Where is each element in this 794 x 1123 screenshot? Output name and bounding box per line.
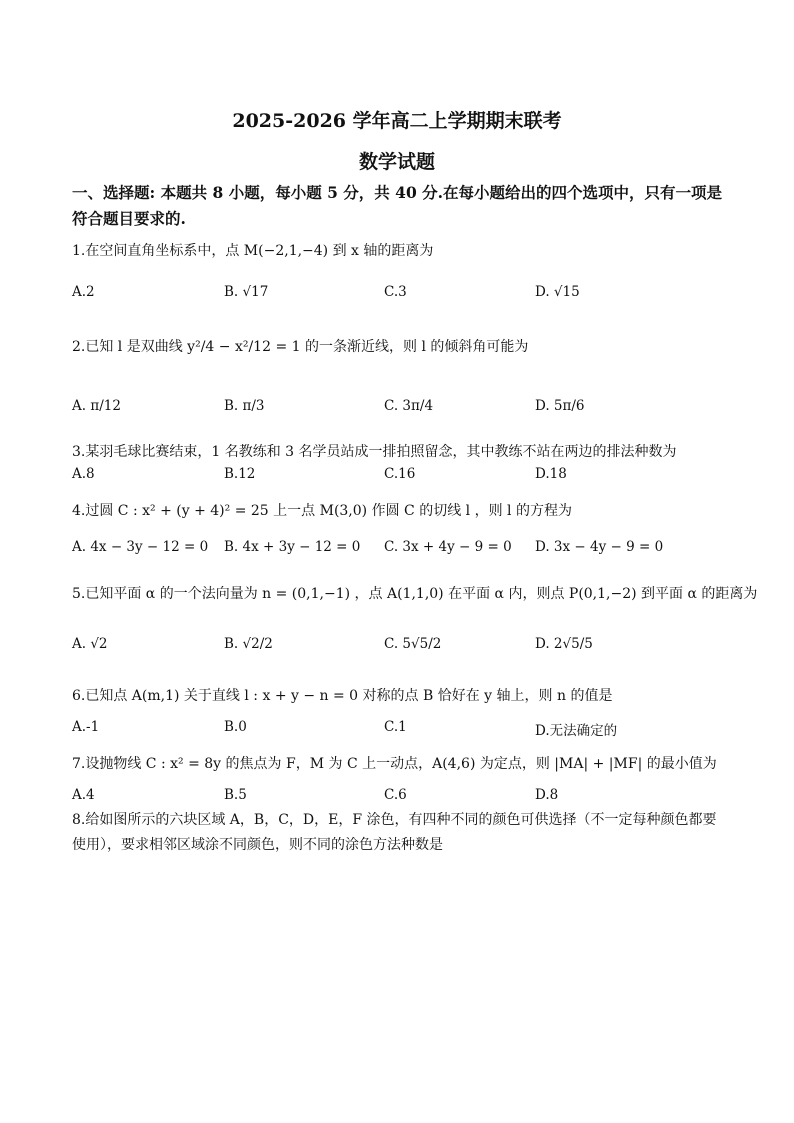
q6-option-c: C.1 <box>384 719 407 735</box>
q4-option-a: A. 4x − 3y − 12 = 0 <box>72 539 209 555</box>
q1-option-a: A.2 <box>72 284 95 300</box>
q4-option-b: B. 4x + 3y − 12 = 0 <box>224 539 361 555</box>
question-8-stem: 8.给如图所示的六块区域 A，B，C，D，E，F 涂色，有四种不同的颜色可供选择（不一定每种颜色都要使用），要求相邻区域涂不同颜色，则不同的涂色方法种数是 <box>72 812 717 853</box>
q6-option-b: B.0 <box>224 719 247 735</box>
q5-option-d: D. 2√5/5 <box>535 636 593 652</box>
question-4-stem: 4.过圆 C : x² + (y + 4)² = 25 上一点 M(3,0) 作圆 C 的切线 l ，则 l 的方程为 <box>72 503 572 519</box>
q6-option-a: A.-1 <box>72 719 100 735</box>
question-7-stem: 7.设抛物线 C : x² = 8y 的焦点为 F，M 为 C 上一动点，A(4,6) 为定点，则 |MA| + |MF| 的最小值为 <box>72 756 717 772</box>
question-6-stem: 6.已知点 A(m,1) 关于直线 l : x + y − n = 0 对称的点 B 恰好在 y 轴上，则 n 的值是 <box>72 688 613 704</box>
q3-option-a: A.8 <box>72 466 95 482</box>
q2-option-d: D. 5π/6 <box>535 398 585 414</box>
q2-option-c: C. 3π/4 <box>384 398 434 414</box>
exam-title: 2025-2026 学年高二上学期期末联考 <box>232 110 562 132</box>
q4-option-d: D. 3x − 4y − 9 = 0 <box>535 539 664 555</box>
exam-subject: 数学试题 <box>358 151 435 173</box>
section-heading: 一、选择题: 本题共 8 小题，每小题 5 分，共 40 分.在每小题给出的四个选项中，只有一项是符合题目要求的. <box>72 183 723 228</box>
q7-option-a: A.4 <box>72 787 95 803</box>
q1-option-d: D. √15 <box>535 284 580 300</box>
question-3-stem: 3.某羽毛球比赛结束，1 名教练和 3 名学员站成一排拍照留念，其中教练不站在两边的排法种数为 <box>72 444 677 460</box>
q3-option-c: C.16 <box>384 466 416 482</box>
q3-option-d: D.18 <box>535 466 567 482</box>
q2-option-b: B. π/3 <box>224 398 265 414</box>
question-5-stem: 5.已知平面 α 的一个法向量为 n = (0,1,−1) ，点 A(1,1,0) 在平面 α 内，则点 P(0,1,−2) 到平面 α 的距离为 <box>72 586 758 602</box>
q2-option-a: A. π/12 <box>72 398 121 414</box>
q7-option-b: B.5 <box>224 787 247 803</box>
q5-option-c: C. 5√5/2 <box>384 636 442 652</box>
q3-option-b: B.12 <box>224 466 256 482</box>
q7-option-c: C.6 <box>384 787 407 803</box>
q5-option-a: A. √2 <box>72 636 108 652</box>
q6-option-d: D.无法确定的 <box>535 723 618 739</box>
question-1-stem: 1.在空间直角坐标系中，点 M(−2,1,−4) 到 x 轴的距离为 <box>72 243 434 259</box>
q5-option-b: B. √2/2 <box>224 636 273 652</box>
question-2-stem: 2.已知 l 是双曲线 y²/4 − x²/12 = 1 的一条渐近线，则 l 的倾斜角可能为 <box>72 339 529 355</box>
q1-option-b: B. √17 <box>224 284 269 300</box>
q7-option-d: D.8 <box>535 787 559 803</box>
q4-option-c: C. 3x + 4y − 9 = 0 <box>384 539 512 555</box>
q1-option-c: C.3 <box>384 284 407 300</box>
